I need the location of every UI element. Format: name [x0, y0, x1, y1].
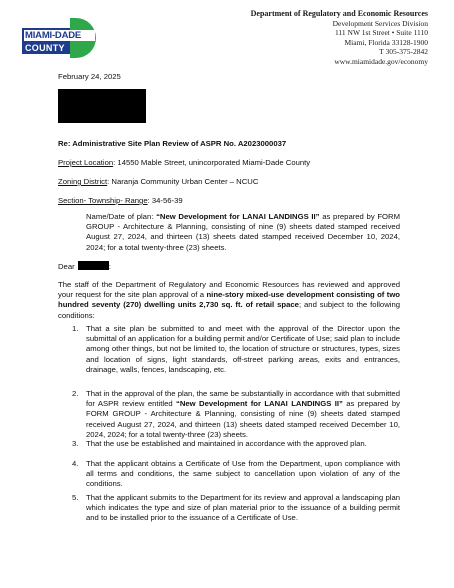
- zoning-district: [58, 177, 400, 187]
- logo-wordmark: MIAMI-DADE: [24, 30, 95, 41]
- condition-number: 3.: [72, 439, 79, 448]
- website-line: www.miamidade.gov/economy: [334, 56, 428, 66]
- redacted-recipient-block: [58, 89, 146, 123]
- letter-date: February 24, 2025: [58, 72, 121, 81]
- plan-description: [86, 212, 400, 253]
- condition-text: [86, 389, 400, 440]
- condition-number: 1.: [72, 324, 79, 333]
- salutation-colon: :: [108, 262, 111, 271]
- condition-item: [72, 439, 400, 449]
- city-line: Miami, Florida 33128-1900: [344, 37, 428, 47]
- project-location-label: Project Location: [58, 158, 114, 167]
- project-location: [58, 158, 400, 168]
- project-location-value: : 14550 Mable Street, unincorporated Miami-Dade County: [113, 158, 311, 167]
- section-value: : 34-56-39: [147, 196, 183, 205]
- salutation: [58, 261, 400, 272]
- redacted-name: [78, 261, 109, 270]
- phone-line: T 305-375-2842: [379, 47, 428, 57]
- zoning-value: : Naranja Community Urban Center – NCUC: [107, 177, 259, 186]
- re-line: Re: Administrative Site Plan Review of ASPR No. A2023000037: [58, 139, 287, 148]
- intro-bold-text: nine-story mixed-use development consisting of two hundred seventy (270) dwelling units 2,730 sq. ft. of retail space: [58, 290, 400, 310]
- salutation-text: Dear: [58, 262, 75, 271]
- condition-text: That a site plan be submitted to and meet with the approval of the Director upon the submittal of an application for a building permit and/or Certificate of Use; said plan to include among other things, but not be limited to, the location of structure or structures, types, sizes and location of signs, light standards, off-street parking areas, exits and entrances, drainage, walls, fences, landscaping, etc.: [86, 324, 400, 374]
- section-township-range: [58, 196, 400, 206]
- department-address-block: [168, 9, 428, 67]
- condition-2-plan-name: “New Development for LANAI LANDINGS II”: [176, 399, 343, 409]
- plan-pre-text: Name/Date of plan:: [86, 212, 157, 221]
- division-name: Development Services Division: [332, 18, 428, 28]
- condition-text: That the applicant submits to the Department for its review and approval a landscaping plan which indicates the type and size of plan material prior to the issuance of a building permit and to be installed prior to the issuance of a Certificate of Use.: [86, 493, 400, 523]
- intro-paragraph: [58, 280, 400, 321]
- condition-number: 4.: [72, 459, 79, 468]
- condition-item: [72, 493, 400, 524]
- department-name: Department of Regulatory and Economic Resources: [250, 9, 428, 18]
- condition-item: [72, 324, 400, 375]
- condition-item: [72, 459, 400, 490]
- condition-item: [72, 389, 400, 440]
- plan-name: “New Development for LANAI LANDINGS II”: [156, 212, 320, 221]
- plan-post-text: as prepared by FORM GROUP - Architecture & Planning, consisting of nine (9) sheets dated stamped received August 27, 2024, and thirteen (13) sheets dated stamped received December 10, 2024, 2024; for a total twenty-three (23) sheets.: [86, 212, 400, 252]
- intro-pre-text: The staff of the Department of Regulatory and Economic Resources has reviewed and approved your request for the site plan approval of a: [58, 280, 400, 300]
- logo-county: COUNTY: [25, 43, 65, 53]
- condition-text: That the applicant obtains a Certificate of Use from the Department, upon compliance with all terms and conditions, the same subject to cancellation upon violation of any of the conditions.: [86, 459, 400, 489]
- street-address: 111 NW 1st Street • Suite 1110: [334, 28, 428, 38]
- condition-2-post: as prepared by FORM GROUP - Architecture & Planning, consisting of nine (9) sheets dated stamped received August 27, 2024, and thirteen (13) sheets dated stamped received December 10, 2024, 2024; for a total twenty-three (23) sheets.: [86, 399, 400, 439]
- condition-number: 5.: [72, 493, 79, 502]
- condition-2-pre: That in the approval of the plan, the same be substantially in accordance with that submitted for ASPR review entitled: [86, 389, 400, 409]
- condition-text: That the use be established and maintained in accordance with the approved plan.: [86, 439, 367, 448]
- intro-post-text: ; and subject to the following conditions:: [58, 300, 400, 320]
- zoning-label: Zoning District: [58, 177, 108, 186]
- section-label: Section- Township- Range: [58, 196, 148, 205]
- condition-number: 2.: [72, 389, 79, 398]
- miami-dade-logo: [22, 18, 98, 60]
